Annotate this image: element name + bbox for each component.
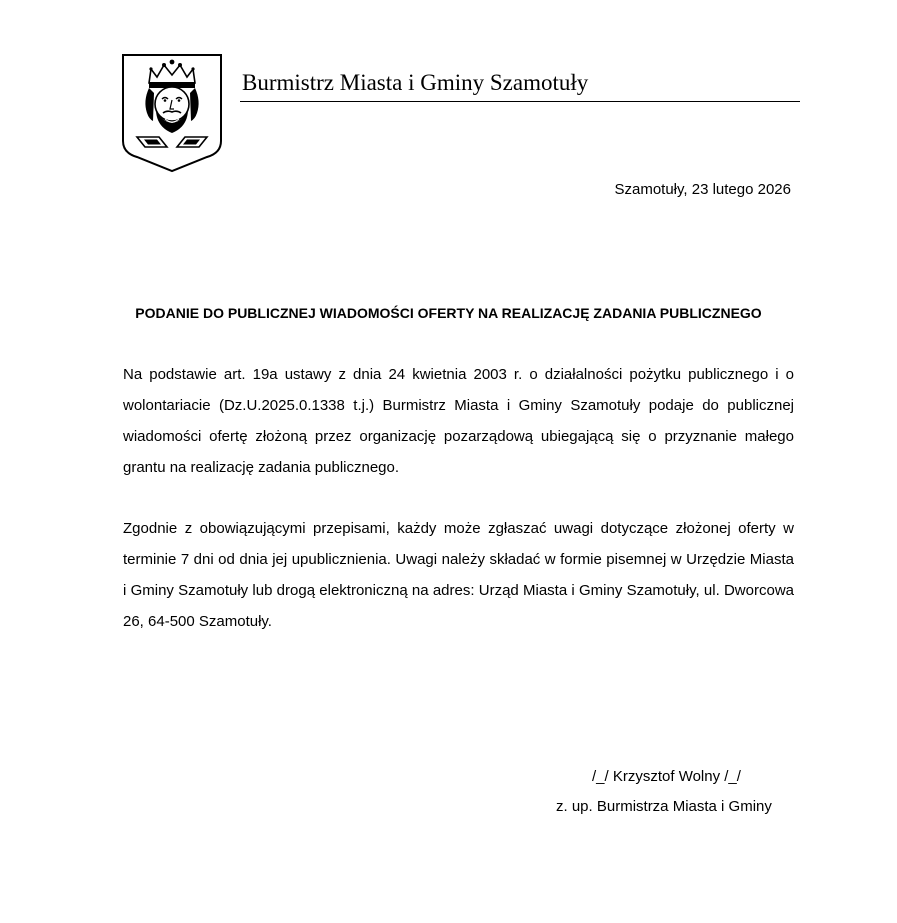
authority-title: Burmistrz Miasta i Gminy Szamotuły — [242, 70, 589, 95]
header-divider — [240, 101, 800, 102]
document-title: PODANIE DO PUBLICZNEJ WIADOMOŚCI OFERTY NA REALIZACJĘ ZADANIA PUBLICZNEGO — [135, 305, 762, 321]
signature-name: /_/ Krzysztof Wolny /_/ — [592, 768, 741, 785]
body-paragraph-comments-info: Zgodnie z obowiązującymi przepisami, każdy może zgłaszać uwagi dotyczące złożonej oferty w terminie 7 dni od dnia jej upublicznienia. Uwagi należy składać w formie pisemnej w Urzędzie Miasta i Gminy Szamotuły lub drogą elektroniczną na adres: Urząd Miasta i Gminy Szamotuły, ul. Dworcowa 26, 64-500 Szamotuły. — [123, 520, 794, 630]
signature-role: z. up. Burmistrza Miasta i Gminy — [556, 798, 772, 815]
document-date: Szamotuły, 23 lutego 2026 — [614, 181, 791, 198]
body-paragraph-legal-basis: Na podstawie art. 19a ustawy z dnia 24 kwietnia 2003 r. o działalności pożytku publicznego i o wolontariacie (Dz.U.2025.0.1338 t.j.) Burmistrz Miasta i Gminy Szamotuły podaje do publicznej wiadomości ofertę złożoną przez organizację pozarządową ubiegającą się o przyznanie małego grantu na realizację zadania publicznego. — [123, 366, 794, 476]
coat-of-arms-crowned-head-icon — [121, 53, 223, 173]
